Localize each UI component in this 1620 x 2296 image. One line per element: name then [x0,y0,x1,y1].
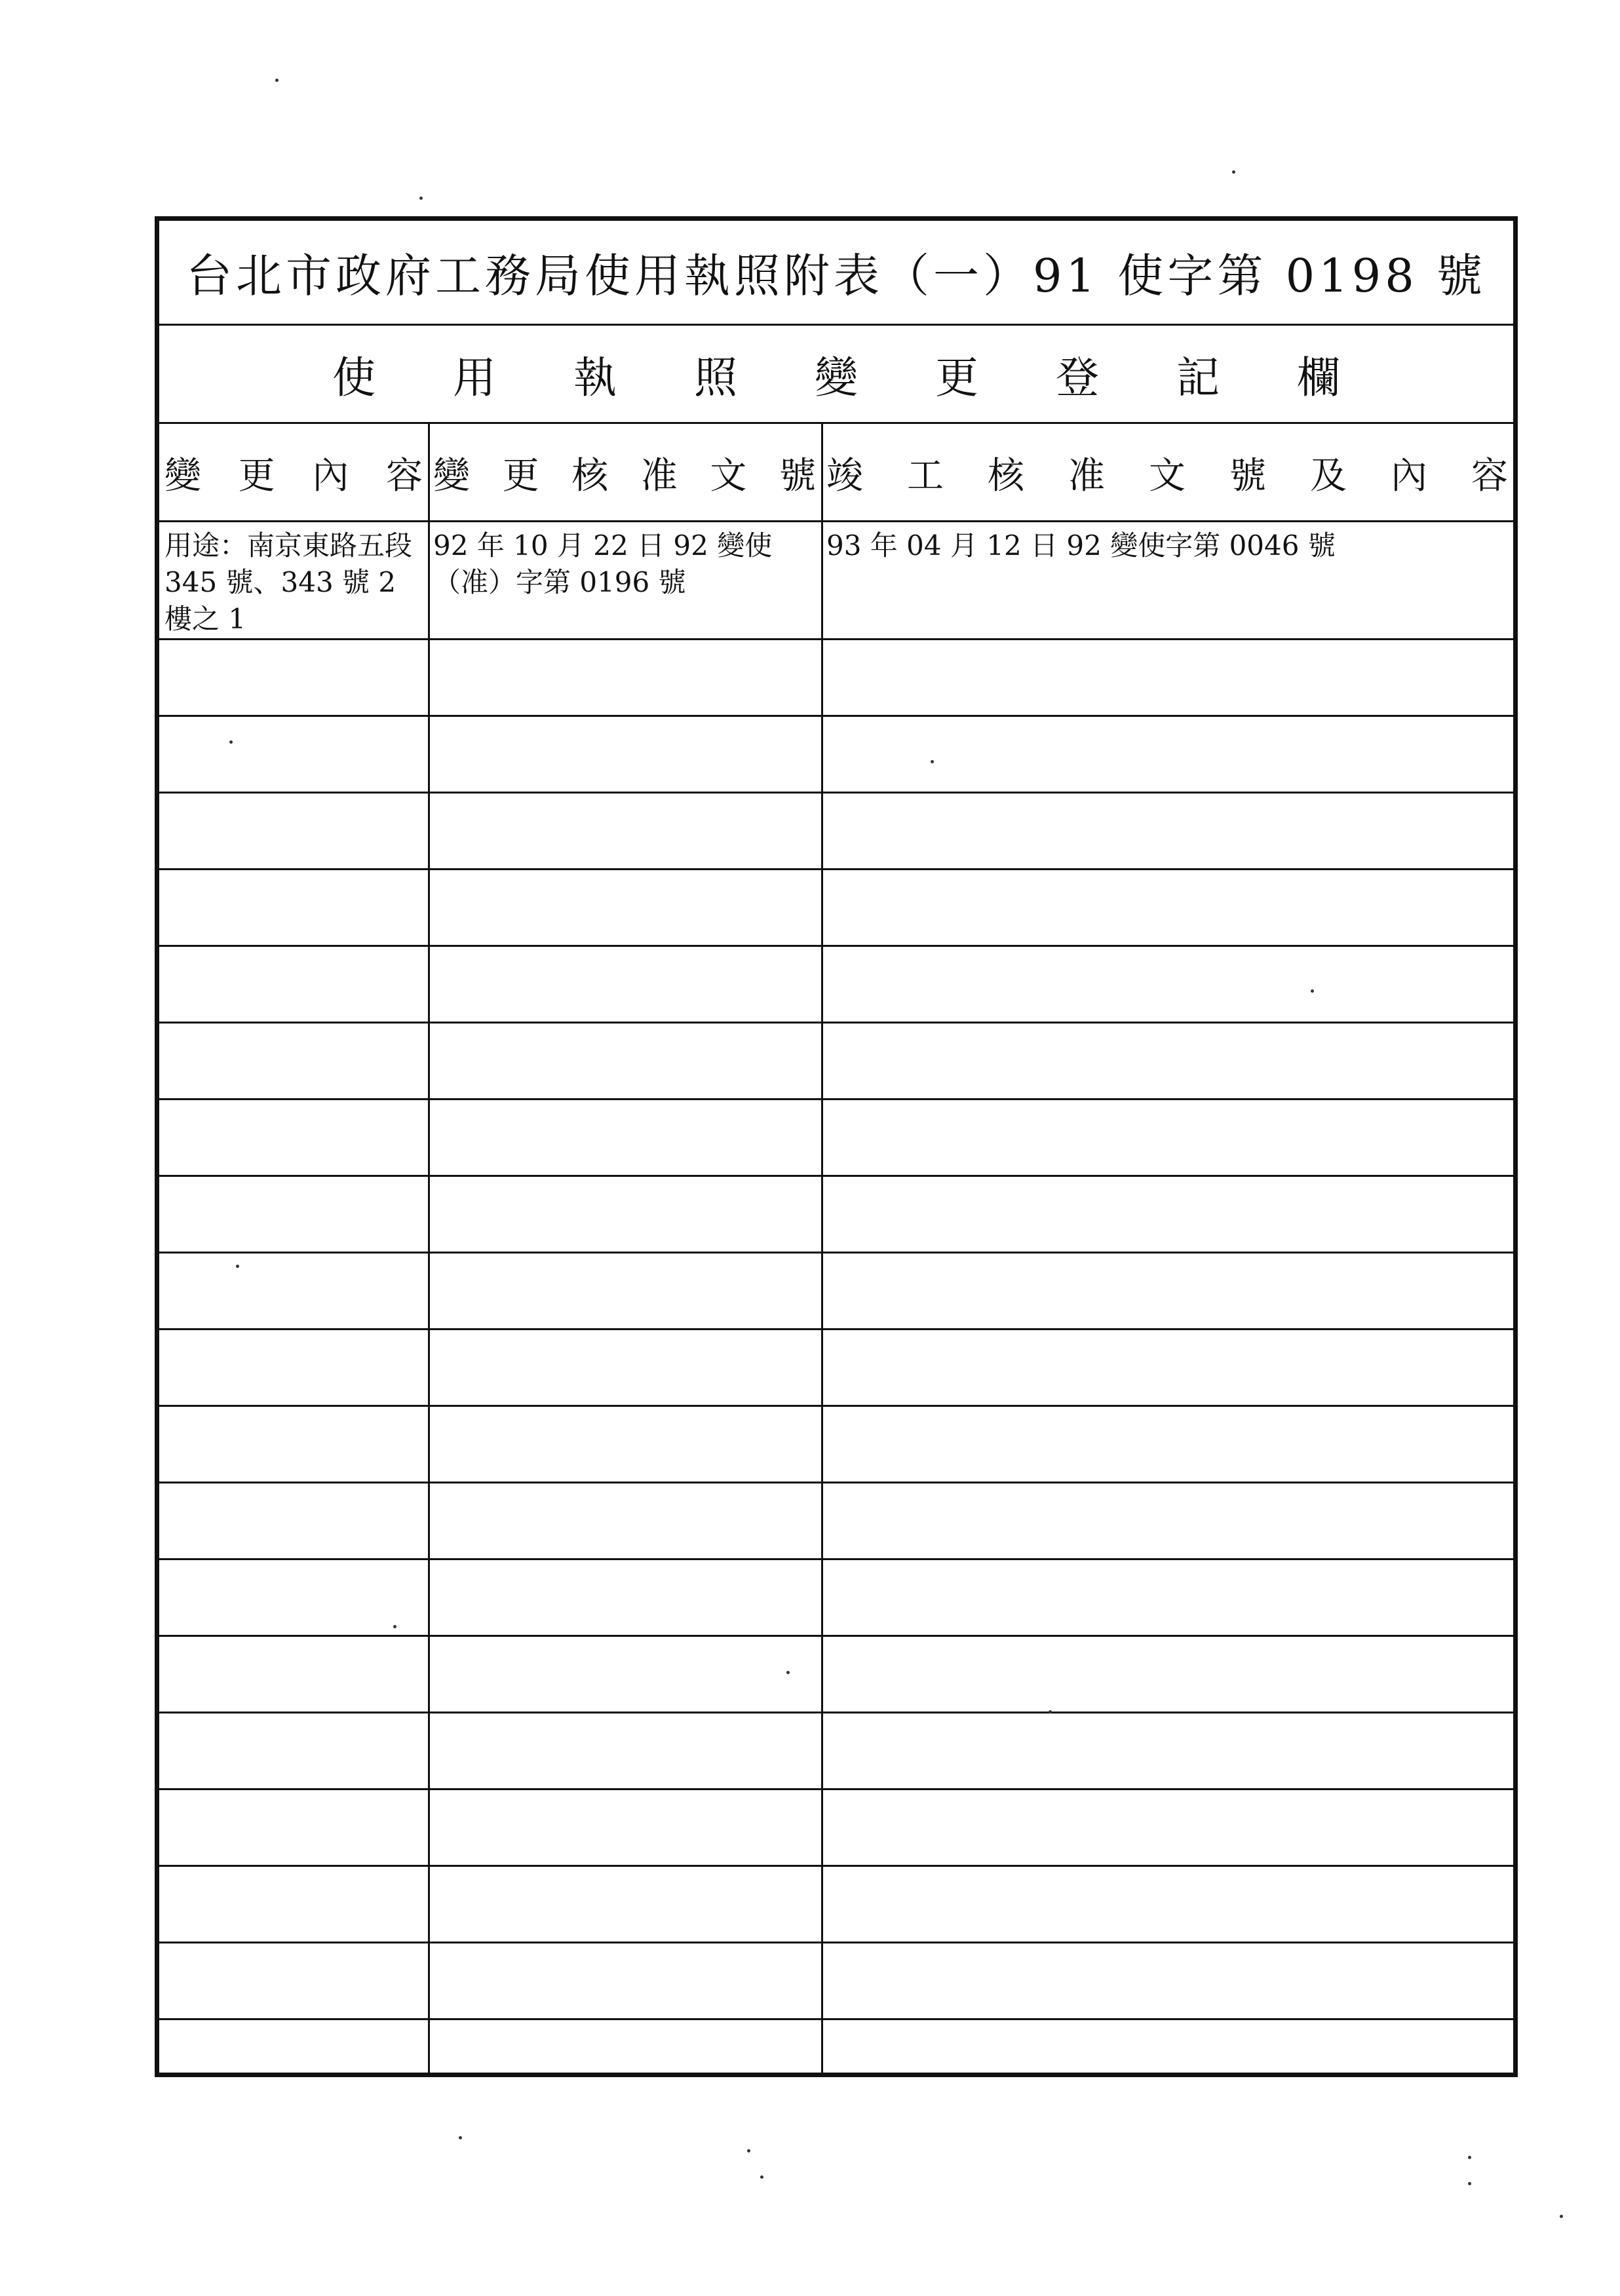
scan-speck [1311,989,1314,993]
header-char: 變 [433,455,470,497]
header-char: 容 [385,455,423,497]
table-row [159,1560,1513,1637]
table-row [159,1790,1513,1867]
table-row [159,1253,1513,1330]
column-header-change-approval-no [428,424,821,522]
scan-speck [236,1265,239,1268]
table-row [159,794,1513,870]
column-divider [428,424,430,2073]
table-row [159,1407,1513,1483]
header-char: 文 [710,455,747,497]
scan-speck [1468,2156,1471,2159]
scan-speck [1560,2215,1563,2218]
table-row [159,1713,1513,1790]
scan-speck [1049,1710,1052,1713]
table-row [159,717,1513,794]
header-char: 變 [164,455,201,497]
scan-speck [747,2149,750,2152]
table-row [159,1330,1513,1407]
cell-completion-approval: 93 年 04 月 12 日 92 變使字第 0046 號 [826,529,1336,562]
header-char: 內 [312,455,349,497]
table-header-row [159,424,1513,522]
scan-speck [760,2175,763,2179]
scan-speck [229,740,233,744]
scan-speck [419,197,423,200]
table-row [159,2020,1513,2097]
header-char: 更 [502,455,539,497]
table-row [159,640,1513,717]
scan-speck [275,79,279,82]
table-row [159,870,1513,947]
scan-speck [1232,170,1235,174]
header-char: 核 [988,455,1024,497]
header-char: 准 [640,455,678,497]
form-title: 台北市政府工務局使用執照附表（一）91 使字第 0198 號 [159,221,1513,326]
table-row [159,1943,1513,2020]
header-char: 工 [907,455,944,497]
header-char: 文 [1149,455,1186,497]
header-char: 核 [571,455,609,497]
change-register-table [159,424,1513,2073]
header-char: 及 [1310,455,1347,497]
scan-speck [1468,2182,1471,2185]
section-heading: 使用執照變更登記欄 [159,326,1513,424]
header-char: 竣 [826,455,863,497]
header-char: 更 [238,455,275,497]
column-divider [821,424,823,2073]
table-row [159,522,1513,640]
scan-speck [931,760,934,763]
usage-permit-form [155,216,1518,2077]
column-header-change-content [159,424,428,522]
table-row [159,1867,1513,1943]
cell-change-approval-no: 92 年 10 月 22 日 92 變使（准）字第 0196 號 [433,529,773,598]
header-char: 內 [1391,455,1427,497]
table-row [159,1177,1513,1253]
header-char: 號 [1229,455,1266,497]
header-char: 准 [1068,455,1105,497]
scan-speck [393,1625,396,1628]
scan-speck [459,2136,462,2139]
cell-change-content: 用途：南京東路五段 345 號、343 號 2 樓之 1 [164,529,413,635]
column-header-completion-approval [821,424,1513,522]
table-row [159,947,1513,1024]
scan-speck [786,1671,790,1674]
header-char: 號 [779,455,816,497]
table-row [159,1024,1513,1100]
table-row [159,1637,1513,1713]
header-char: 容 [1471,455,1508,497]
table-row [159,1483,1513,1560]
table-row [159,1100,1513,1177]
